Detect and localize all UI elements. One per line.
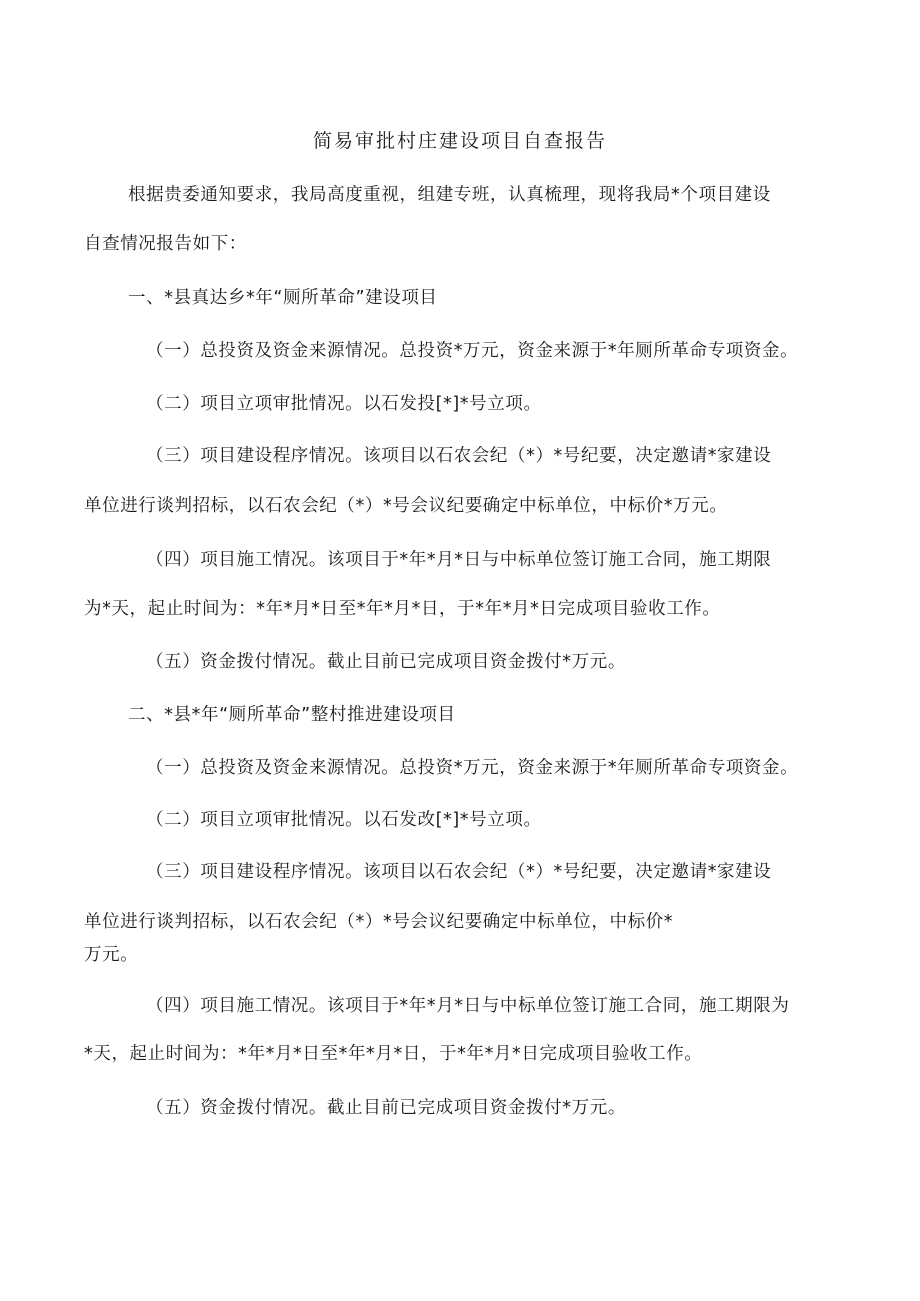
- section-2-item-4-line-2: *天，起止时间为：*年*月*日至*年*月*日，于*年*月*日完成项目验收工作。: [84, 1044, 703, 1064]
- section-2-item-4-line-1: （四）项目施工情况。该项目于*年*月*日与中标单位签订施工合同，施工期限为: [146, 996, 790, 1016]
- section-2-item-3-line-1: （三）项目建设程序情况。该项目以石农会纪（*）*号纪要，决定邀请*家建设: [146, 862, 772, 882]
- section-1-item-4-line-1: （四）项目施工情况。该项目于*年*月*日与中标单位签订施工合同，施工期限: [146, 550, 772, 570]
- section-1-item-3-line-1: （三）项目建设程序情况。该项目以石农会纪（*）*号纪要，决定邀请*家建设: [146, 446, 772, 466]
- section-2-item-3-line-3: 万元。: [84, 945, 139, 965]
- section-2-item-1: （一）总投资及资金来源情况。总投资*万元，资金来源于*年厕所革命专项资金。: [146, 758, 799, 778]
- section-1-item-1: （一）总投资及资金来源情况。总投资*万元，资金来源于*年厕所革命专项资金。: [146, 341, 799, 361]
- section-2-item-3-line-2: 单位进行谈判招标，以石农会纪（*）*号会议纪要确定中标单位，中标价*: [84, 912, 674, 932]
- section-1-item-4-line-2: 为*天，起止时间为：*年*月*日至*年*月*日，于*年*月*日完成项目验收工作。: [84, 599, 721, 619]
- section-2-item-2: （二）项目立项审批情况。以石发改[*]*号立项。: [146, 810, 542, 830]
- section-1-heading: 一、*县真达乡*年“厕所革命”建设项目: [128, 288, 438, 308]
- section-1-item-2: （二）项目立项审批情况。以石发投[*]*号立项。: [146, 394, 542, 414]
- section-2-heading: 二、*县*年“厕所革命”整村推进建设项目: [128, 705, 456, 725]
- section-1-item-3-line-2: 单位进行谈判招标，以石农会纪（*）*号会议纪要确定中标单位，中标价*万元。: [84, 496, 728, 516]
- intro-line-1: 根据贵委通知要求，我局高度重视，组建专班，认真梳理，现将我局*个项目建设: [128, 185, 771, 205]
- intro-line-2: 自查情况报告如下：: [84, 234, 247, 254]
- section-1-item-5: （五）资金拨付情况。截止目前已完成项目资金拨付*万元。: [146, 652, 626, 672]
- document-title: 简易审批村庄建设项目自查报告: [312, 130, 607, 152]
- section-2-item-5: （五）资金拨付情况。截止目前已完成项目资金拨付*万元。: [146, 1098, 626, 1118]
